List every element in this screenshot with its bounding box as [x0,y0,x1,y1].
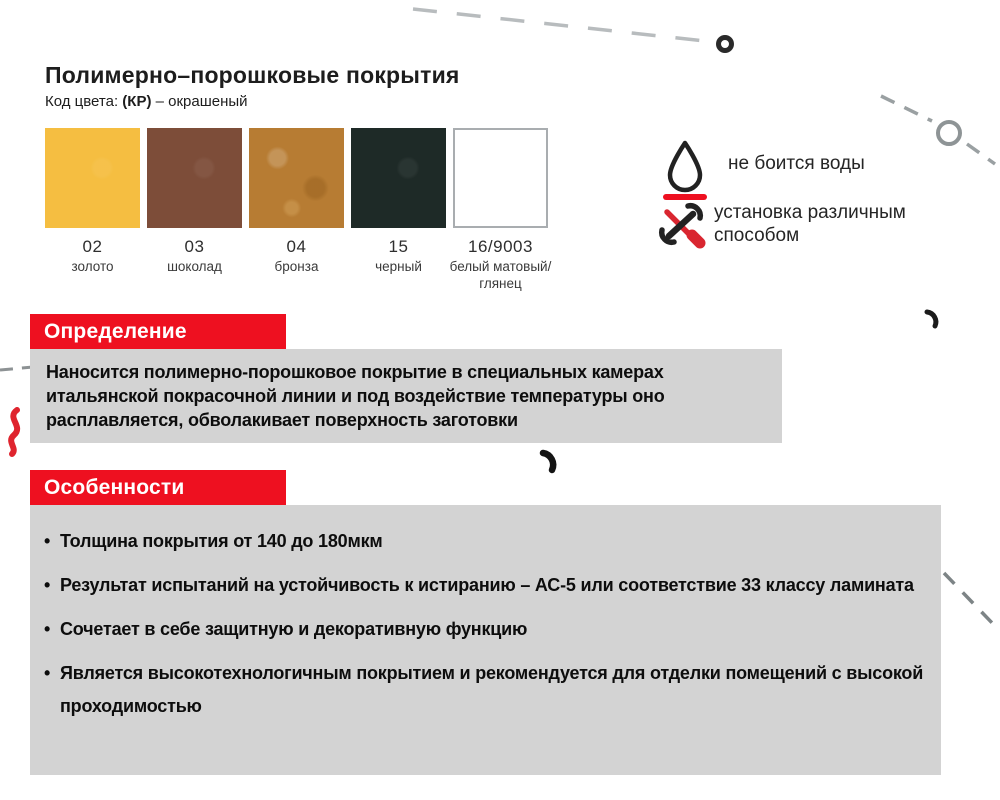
swatch-name: золото [71,259,114,274]
white-color-chip [453,128,548,228]
comma-large-icon [537,448,565,478]
subtitle-prefix: Код цвета: [45,93,123,110]
black-color-chip [351,128,446,228]
color-swatch-gold [45,128,140,293]
bullet-dot: • [44,575,51,595]
tools-icon [655,198,707,250]
swatch-code: 04 [286,237,307,256]
color-palette [45,128,552,293]
swatch-name: белый матовый/глянец [449,259,552,291]
dashed-line-top-icon [405,3,715,48]
swatch-code: 15 [388,237,409,256]
donut-dot-icon [716,35,734,53]
page-title: Полимерно–порошковые покрытия [45,62,460,88]
chocolate-color-chip [147,128,242,228]
feature-text: Является высокотехнологичным покрытием и рекомендуется для отделки помещений с высокой проходимостью [60,663,924,716]
feature-item [44,613,925,646]
water-drop-icon [657,139,713,201]
swatch-name: черный [375,259,422,274]
color-swatch-black [351,128,446,293]
red-squiggle-icon [2,406,28,458]
dashed-line-topright-icon [875,90,1000,175]
install-benefit-label: установка различным способом [714,202,906,247]
bullet-dot: • [44,619,51,639]
subtitle-code: (КР) [122,93,152,110]
feature-text: Сочетает в себе защитную и декоративную функцию [60,619,528,639]
bullet-dot: • [44,531,51,551]
water-benefit-label: не боится воды [728,153,865,174]
definition-heading: Определение [30,314,286,349]
feature-item [44,569,925,602]
definition-body: Наносится полимерно-порошковое покрытие в специальных камерах итальянской покрасочной линии и под воздействие температуры оно расплавляется, обволакивает поверхность заготовки [30,349,782,443]
feature-item [44,525,925,558]
swatch-code: 03 [184,237,205,256]
features-body [30,505,941,775]
color-swatch-chocolate [147,128,242,293]
feature-item [44,657,925,723]
feature-text: Результат испытаний на устойчивость к истиранию – АС-5 или соответствие 33 классу ламината [60,575,914,595]
subtitle-suffix: – окрашеный [151,93,248,110]
bullet-dot: • [44,663,51,683]
dashed-fragment-left-icon [0,362,34,376]
swatch-name: шоколад [167,259,222,274]
swatch-code: 16/9003 [468,237,533,256]
feature-text: Толщина покрытия от 140 до 180мкм [60,531,383,551]
ring-icon [936,120,962,146]
color-swatch-white [449,128,552,293]
bronze-color-chip [249,128,344,228]
comma-small-icon [922,308,946,334]
color-swatch-bronze [249,128,344,293]
color-code-subtitle [45,93,248,110]
dashed-line-bottomright-icon [938,565,1000,633]
gold-color-chip [45,128,140,228]
swatch-code: 02 [82,237,103,256]
features-heading: Особенности [30,470,286,505]
swatch-name: бронза [274,259,319,274]
